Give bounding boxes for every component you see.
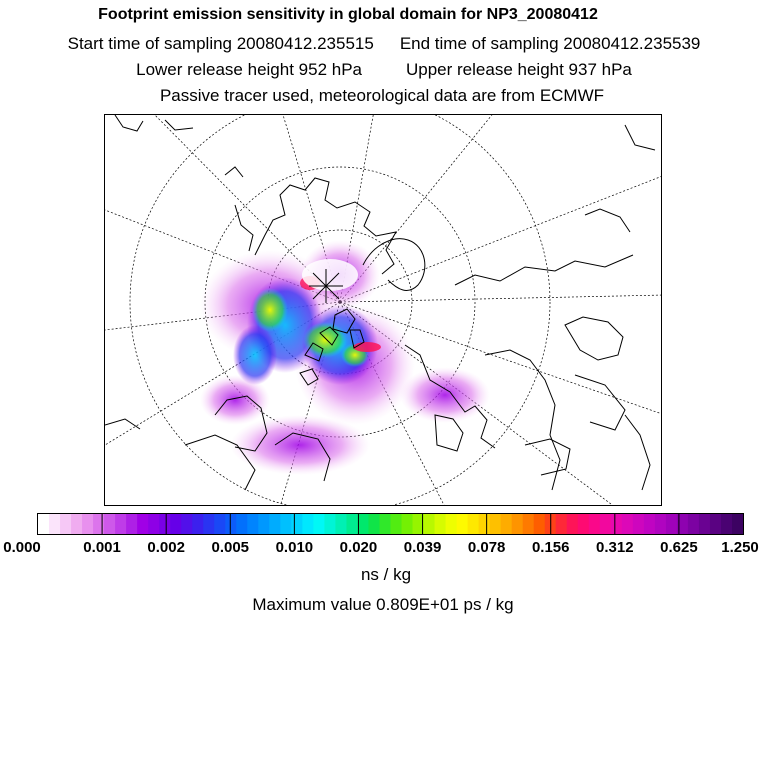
tick-label: 0.039 [403, 539, 442, 556]
meridians [105, 115, 662, 506]
cross-icon [309, 269, 343, 303]
tick-label: 0.020 [339, 539, 378, 556]
color-segment [633, 514, 645, 534]
color-segment [291, 514, 303, 534]
tick-label: 0.005 [211, 539, 250, 556]
color-segment [523, 514, 535, 534]
start-time: Start time of sampling 20080412.235515 [67, 34, 374, 53]
tick-label: 0.312 [596, 539, 634, 556]
color-segment [534, 514, 546, 534]
tick-label: 0.078 [467, 539, 506, 556]
color-segment [236, 514, 248, 534]
color-segment [457, 514, 469, 534]
tick-label: 0.000 [3, 539, 41, 556]
color-segment [302, 514, 314, 534]
tracer-note: Passive tracer used, meteorological data are from ECMWF [159, 86, 605, 105]
footprint-plume [200, 240, 490, 475]
sampling-times [0, 34, 768, 54]
color-scale-segments [38, 514, 743, 534]
color-segment [181, 514, 193, 534]
color-segment [335, 514, 347, 534]
color-segment [435, 514, 447, 534]
color-segment [115, 514, 127, 534]
color-segment [346, 514, 358, 534]
color-segment [732, 514, 743, 534]
color-segment [556, 514, 568, 534]
color-segment [611, 514, 623, 534]
color-segment [225, 514, 237, 534]
color-segment [501, 514, 513, 534]
color-scale-bar [37, 513, 744, 535]
color-segment [622, 514, 634, 534]
tick-label: 0.001 [83, 539, 121, 556]
color-segment [600, 514, 612, 534]
color-segment [82, 514, 94, 534]
footprint-map [104, 114, 662, 506]
color-segment [104, 514, 116, 534]
color-segment [512, 514, 524, 534]
color-segment [699, 514, 711, 534]
color-segment [479, 514, 491, 534]
maximum-value: Maximum value 0.809E+01 ps / kg [252, 595, 514, 614]
color-segment [567, 514, 579, 534]
plot-title: Footprint emission sensitivity in global domain for NP3_20080412 [98, 6, 598, 23]
color-segment [655, 514, 667, 534]
color-segment [214, 514, 226, 534]
tick-label: 0.625 [660, 539, 698, 556]
color-segment [688, 514, 700, 534]
color-segment [357, 514, 369, 534]
color-segment [71, 514, 83, 534]
map-canvas [105, 115, 662, 506]
legend-units: ns / kg [360, 565, 412, 584]
coastlines [105, 115, 655, 490]
color-segment [148, 514, 160, 534]
color-segment [192, 514, 204, 534]
color-segment [269, 514, 281, 534]
upper-release-height: Upper release height 937 hPa [406, 60, 632, 79]
color-segment [402, 514, 414, 534]
color-segment [258, 514, 270, 534]
color-segment [280, 514, 292, 534]
tick-label: 1.250 [721, 539, 759, 556]
color-segment [170, 514, 182, 534]
color-segment [203, 514, 215, 534]
color-segment [38, 514, 50, 534]
tick-label: 0.010 [275, 539, 314, 556]
release-heights [0, 60, 768, 80]
color-segment [589, 514, 601, 534]
color-segment [721, 514, 733, 534]
color-segment [379, 514, 391, 534]
color-segment [60, 514, 72, 534]
end-time: End time of sampling 20080412.235539 [399, 34, 701, 53]
color-segment [391, 514, 403, 534]
color-segment [446, 514, 458, 534]
color-segment [666, 514, 678, 534]
color-segment [137, 514, 149, 534]
color-segment [126, 514, 138, 534]
color-segment [313, 514, 325, 534]
color-segment [490, 514, 502, 534]
color-segment [424, 514, 436, 534]
color-segment [710, 514, 722, 534]
color-segment [644, 514, 656, 534]
color-segment [578, 514, 590, 534]
color-segment [49, 514, 61, 534]
color-segment [247, 514, 259, 534]
color-segment [368, 514, 380, 534]
tick-label: 0.156 [531, 539, 570, 556]
lower-release-height: Lower release height 952 hPa [136, 60, 362, 79]
color-segment [159, 514, 171, 534]
color-segment [324, 514, 336, 534]
color-segment [93, 514, 105, 534]
tick-label: 0.002 [147, 539, 185, 556]
color-segment [468, 514, 480, 534]
